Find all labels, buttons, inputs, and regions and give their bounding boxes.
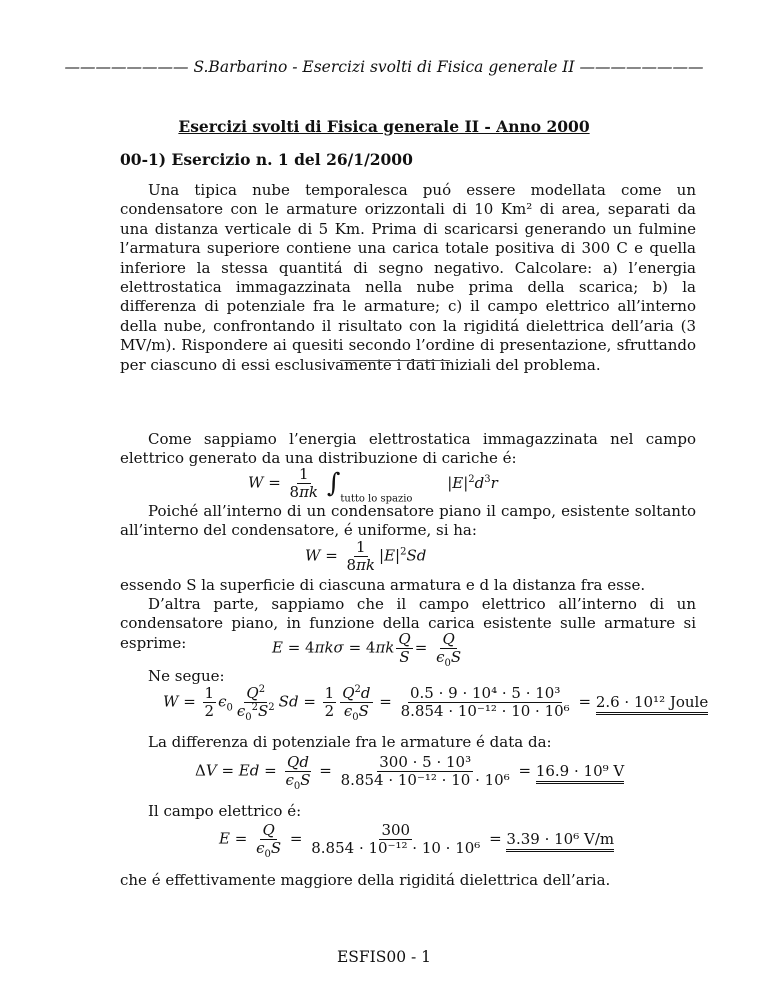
solution-p5: Ne segue:	[148, 667, 225, 685]
equation-field-charge: E = 4πkσ = 4πk $\frac{Q}{S}$ = $\frac{Q}{\epsilon_0S}$	[272, 630, 462, 669]
solution-p7: Il campo elettrico é:	[148, 802, 302, 820]
potential-result: 16.9 · 10⁹ V	[536, 762, 624, 784]
equation-energy-result: W = $\frac{1}{2}$ $\epsilon_0$ $\frac{Q^2}{\epsilon_0^2S^2}$ Sd = $\frac{1}{2}$ $\frac{Q^2d}{\epsilon_0S}$ = $\frac{\text{0.5 · 9 · 10⁴ · 5 · 10³}}{\text{8.854 · 10⁻¹² · 10 · 10⁶}}$ = 2.6 · 10¹² Joule	[163, 684, 709, 723]
equation-energy-capacitor: W = $\frac{1}{8\pi k}$ $|E|^2Sd$	[305, 538, 427, 574]
energy-numerator: 0.5 · 9 · 10⁴ · 5 · 10³	[409, 684, 561, 702]
field-numerator: 300	[381, 821, 411, 839]
potential-numerator: 300 · 5 · 10³	[379, 753, 472, 771]
energy-result: 2.6 · 10¹² Joule	[596, 693, 708, 715]
solution-paragraph-2	[120, 502, 696, 541]
solution-intro	[120, 430, 696, 469]
document-title: Esercizi svolti di Fisica generale II - Anno 2000	[178, 117, 590, 136]
problem-statement	[120, 181, 696, 375]
field-result: 3.39 · 10⁶ V/m	[506, 830, 614, 852]
problem-text: Una tipica nube temporalesca puó essere modellata come un condensatore con le armature orizzontali di 10 Km² di area, separati da una distanza verticale di 5 Km. Prima di scaricarsi generando un fulmine l’armatura superiore contiene una carica totale positiva di 300 C e quella inferiore la stessa quantitá di segno negativo. Calcolare: a) l’energia elettrostatica immagazzinata nella nube prima della scarica; b) la differenza di potenziale fra le armature; c) il campo elettrico all’interno della nube, confrontando il risultato con la rigiditá dielettrica dell’aria (3 MV/m). Rispondere ai quesiti secondo l’ordine di presentazione, sfruttando per ciascuno di essi esclusivamente i dati iniziali del problema.	[120, 181, 696, 374]
solution-paragraph-8	[120, 871, 696, 890]
solution-p2: Poiché all’interno di un condensatore piano il campo, esistente soltanto all’interno del condensatore, é uniforme, si ha:	[120, 502, 696, 540]
equation-potential-difference: ΔV = Ed = $\frac{Qd}{\epsilon_0S}$ = $\frac{\text{300 · 5 · 10³}}{\text{8.854 · 10⁻¹² · 10 · 10⁶}}$ = 16.9 · 10⁹ V	[195, 753, 625, 792]
solution-paragraph-3	[120, 576, 696, 595]
solution-p8: che é effettivamente maggiore della rigiditá dielettrica dell’aria.	[120, 871, 611, 889]
integral-domain-label: tutto lo spazio	[340, 493, 413, 505]
field-denominator: 8.854 · 10⁻¹² · 10 · 10⁶	[311, 839, 481, 857]
potential-denominator: 8.854 · 10⁻¹² · 10 · 10⁶	[340, 771, 510, 789]
equation-energy-integral: W = $\frac{1}{8\pi k}$ $\int_{tutto lo spazio}$ $|E|^2d^3r$	[248, 465, 498, 505]
page-header: ———————— S.Barbarino - Esercizi svolti di Fisica generale II ————————	[64, 58, 704, 76]
solution-paragraph-6	[120, 733, 696, 752]
equation-electric-field: E = $\frac{Q}{\epsilon_0S}$ = $\frac{300}{\text{8.854 · 10⁻¹² · 10 · 10⁶}}$ = 3.39 · 10⁶ V/m	[219, 821, 615, 860]
solution-p4: D’altra parte, sappiamo che il campo elettrico all’interno di un condensatore piano, in funzione della carica esistente sulle armature si esprime:	[120, 595, 696, 652]
solution-p6: La differenza di potenziale fra le armature é data da:	[148, 733, 552, 751]
energy-denominator: 8.854 · 10⁻¹² · 10 · 10⁶	[400, 702, 570, 720]
exercise-heading: 00-1) Esercizio n. 1 del 26/1/2000	[120, 150, 413, 169]
solution-p1: Come sappiamo l’energia elettrostatica immagazzinata nel campo elettrico generato da una distribuzione di cariche é:	[120, 430, 696, 468]
page-footer: ESFIS00 - 1	[336, 948, 432, 966]
separator-rule	[340, 360, 450, 361]
solution-p3: essendo S la superficie di ciascuna armatura e d la distanza fra esse.	[120, 576, 646, 594]
solution-paragraph-7	[120, 802, 696, 821]
